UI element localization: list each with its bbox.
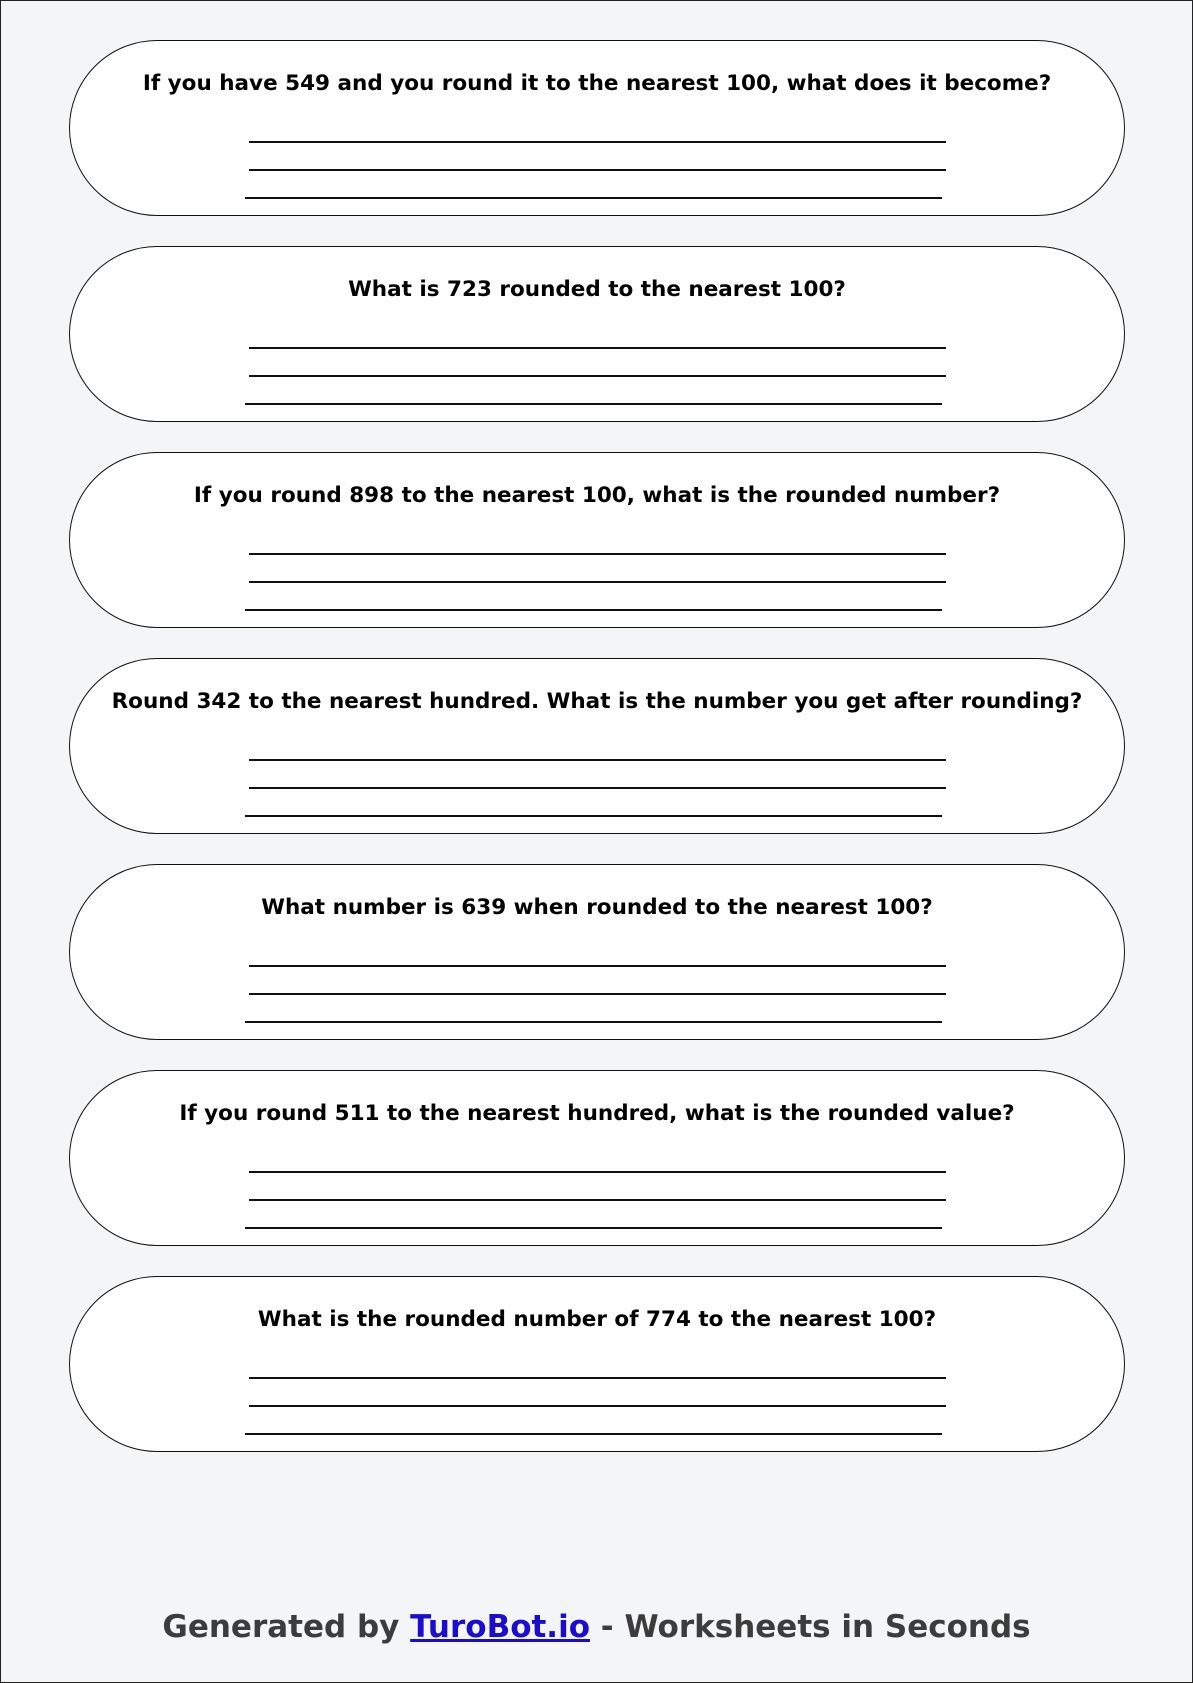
answer-line[interactable] bbox=[249, 169, 946, 171]
answer-line[interactable] bbox=[249, 141, 946, 143]
question-card-3 bbox=[69, 452, 1125, 628]
answer-line[interactable] bbox=[245, 1021, 942, 1023]
answer-line[interactable] bbox=[249, 1199, 946, 1201]
answer-line[interactable] bbox=[245, 815, 942, 817]
question-text: What is the rounded number of 774 to the nearest 100? bbox=[257, 1307, 937, 1332]
answer-line[interactable] bbox=[245, 1227, 942, 1229]
question-list bbox=[69, 40, 1125, 1482]
question-card-2 bbox=[69, 246, 1125, 422]
footer-prefix: Generated by bbox=[162, 1609, 411, 1645]
answer-line[interactable] bbox=[249, 553, 946, 555]
footer bbox=[1, 1609, 1192, 1645]
answer-line[interactable] bbox=[245, 403, 942, 405]
question-card-1 bbox=[69, 40, 1125, 216]
question-text: If you round 898 to the nearest 100, what is the rounded number? bbox=[193, 483, 1001, 508]
question-text: What number is 639 when rounded to the nearest 100? bbox=[261, 895, 933, 920]
footer-suffix: - Worksheets in Seconds bbox=[590, 1609, 1031, 1645]
answer-line[interactable] bbox=[249, 1377, 946, 1379]
answer-line[interactable] bbox=[249, 375, 946, 377]
answer-line[interactable] bbox=[249, 993, 946, 995]
question-text: Round 342 to the nearest hundred. What is the number you get after rounding? bbox=[111, 689, 1083, 714]
answer-line[interactable] bbox=[245, 1433, 942, 1435]
answer-line[interactable] bbox=[245, 197, 942, 199]
question-card-5 bbox=[69, 864, 1125, 1040]
question-card-4 bbox=[69, 658, 1125, 834]
question-text: What is 723 rounded to the nearest 100? bbox=[348, 277, 846, 302]
question-card-6 bbox=[69, 1070, 1125, 1246]
answer-line[interactable] bbox=[249, 1405, 946, 1407]
question-text: If you have 549 and you round it to the nearest 100, what does it become? bbox=[142, 71, 1052, 96]
question-text: If you round 511 to the nearest hundred, what is the rounded value? bbox=[179, 1101, 1015, 1126]
answer-line[interactable] bbox=[249, 787, 946, 789]
answer-line[interactable] bbox=[245, 609, 942, 611]
answer-line[interactable] bbox=[249, 759, 946, 761]
answer-line[interactable] bbox=[249, 347, 946, 349]
turobot-link[interactable]: TuroBot.io bbox=[410, 1609, 591, 1645]
question-card-7 bbox=[69, 1276, 1125, 1452]
answer-line[interactable] bbox=[249, 965, 946, 967]
answer-line[interactable] bbox=[249, 581, 946, 583]
answer-line[interactable] bbox=[249, 1171, 946, 1173]
